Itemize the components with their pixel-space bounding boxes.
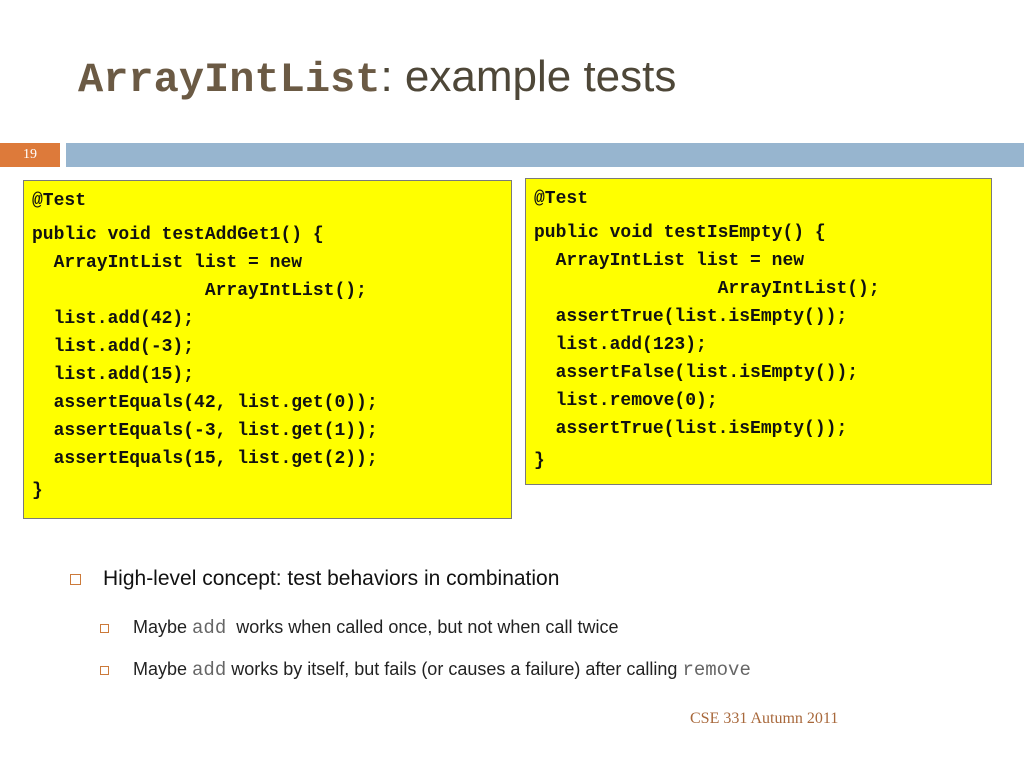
bullet-list <box>70 563 751 691</box>
code-line: ArrayIntList list = new <box>32 253 303 273</box>
code-line: list.add(-3); <box>32 337 195 357</box>
square-bullet-icon <box>100 666 109 675</box>
square-bullet-icon <box>70 574 81 585</box>
title-code: ArrayIntList <box>78 56 381 104</box>
text-fragment: Maybe <box>133 659 193 679</box>
code-line: ArrayIntList list = new <box>534 251 805 271</box>
bullet-main <box>70 563 751 595</box>
slide-title <box>78 52 676 104</box>
code-box-test-add-get <box>23 180 512 519</box>
code-line: @Test <box>32 191 87 211</box>
code-line: assertEquals(15, list.get(2)); <box>32 449 378 469</box>
code-line: list.add(15); <box>32 365 195 385</box>
code-line: assertEquals(-3, list.get(1)); <box>32 421 378 441</box>
code-line: list.add(123); <box>534 335 707 355</box>
text-fragment: Maybe <box>133 617 193 637</box>
bullet-main-text: High-level concept: test behaviors in combination <box>103 567 560 590</box>
code-line: ArrayIntList(); <box>534 279 880 299</box>
inline-code: add <box>192 659 227 681</box>
code-line: list.add(42); <box>32 309 195 329</box>
bullet-sub-2-text <box>133 659 751 681</box>
square-bullet-icon <box>100 624 109 633</box>
code-line: assertTrue(list.isEmpty()); <box>534 307 848 327</box>
code-line: } <box>32 481 43 501</box>
bullet-sub-2 <box>100 649 751 691</box>
text-fragment: works by itself, but fails (or causes a failure) after calling <box>226 659 683 679</box>
code-line: public void testAddGet1() { <box>32 225 324 245</box>
slide-number: 19 <box>0 143 60 167</box>
bullet-sub-1-text <box>133 617 618 639</box>
code-line: public void testIsEmpty() { <box>534 223 826 243</box>
code-line: assertEquals(42, list.get(0)); <box>32 393 378 413</box>
inline-code: remove <box>682 659 751 681</box>
code-line: assertFalse(list.isEmpty()); <box>534 363 859 383</box>
code-line: list.remove(0); <box>534 391 718 411</box>
inline-code: add <box>192 617 227 639</box>
code-line: @Test <box>534 189 589 209</box>
text-fragment: works when called once, but not when call twice <box>226 617 619 637</box>
title-text: : example tests <box>380 52 677 101</box>
footer-course: CSE 331 Autumn 2011 <box>690 710 839 727</box>
code-line: ArrayIntList(); <box>32 281 367 301</box>
header-bar <box>66 143 1024 167</box>
code-line: assertTrue(list.isEmpty()); <box>534 419 848 439</box>
bullet-sub-1 <box>100 607 751 649</box>
code-line: } <box>534 451 545 471</box>
code-box-test-is-empty <box>525 178 992 485</box>
